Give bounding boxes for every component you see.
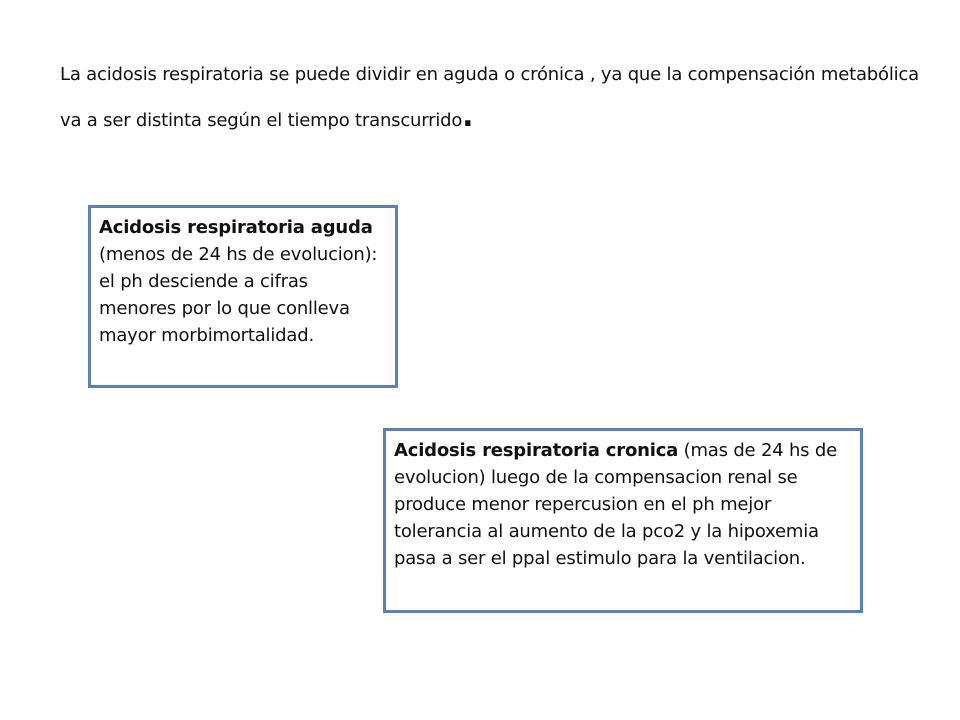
- chronic-acidosis-box: [383, 428, 863, 613]
- acute-acidosis-term: Acidosis respiratoria aguda: [99, 217, 373, 238]
- chronic-acidosis-description: (mas de 24 hs de evolucion) luego de la compensacion renal se produce menor repercusion en el ph mejor tolerancia al aumento de la pco2 y la hipoxemia pasa a ser el ppal estimulo para la ventilacion.: [394, 440, 837, 569]
- intro-end-mark: .: [462, 99, 474, 134]
- chronic-acidosis-term: Acidosis respiratoria cronica: [394, 440, 679, 461]
- acute-acidosis-description: (menos de 24 hs de evolucion): el ph desciende a cifras menores por lo que conlleva mayor morbimortalidad.: [99, 244, 378, 346]
- intro-paragraph: [60, 52, 920, 144]
- acute-acidosis-box: [88, 205, 398, 388]
- intro-text: La acidosis respiratoria se puede dividir en aguda o crónica , ya que la compensación metabólica va a ser distinta según el tiempo transcurrido: [60, 64, 919, 131]
